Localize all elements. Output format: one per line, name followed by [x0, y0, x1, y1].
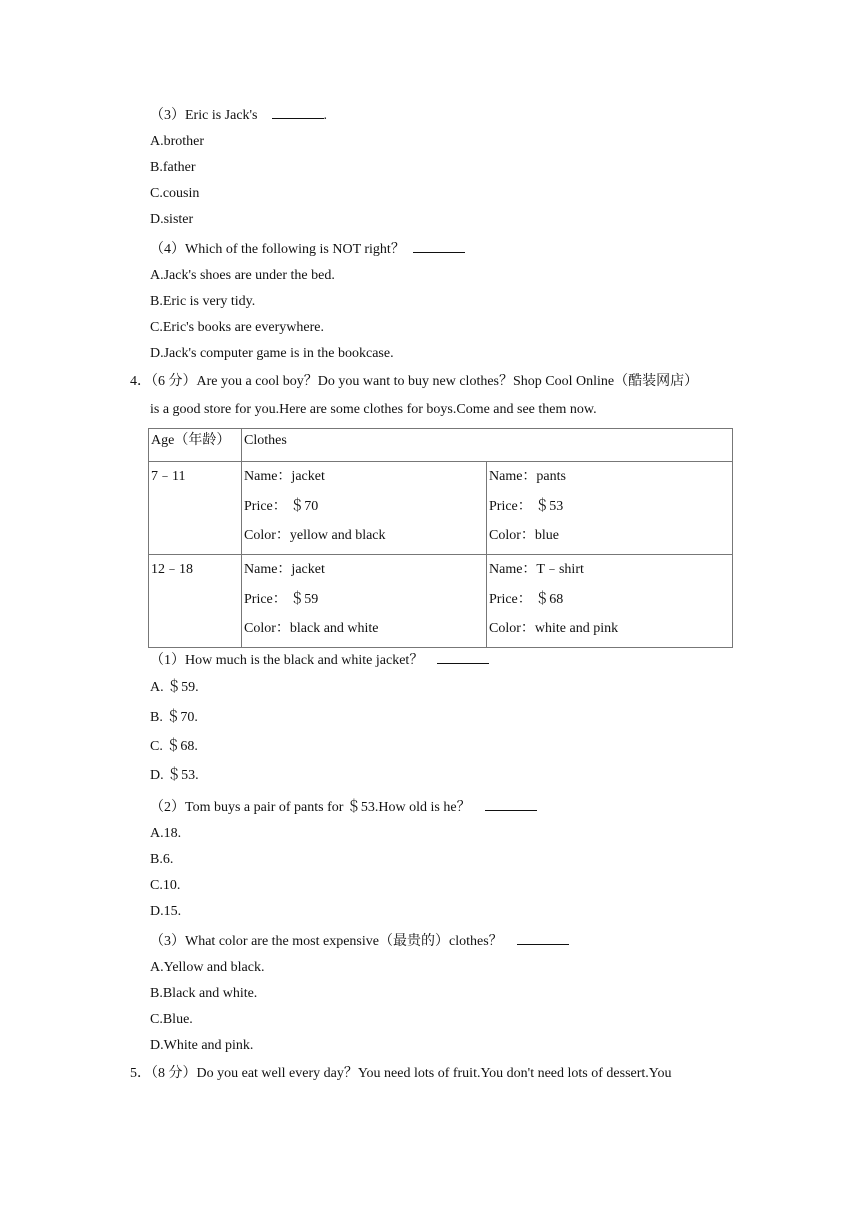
q4-2-stem: （2）Tom buys a pair of pants for ＄53.How old is he？ [150, 796, 537, 818]
table-row [149, 555, 733, 648]
q3-4-stem: （4）Which of the following is NOT right？ [150, 238, 465, 260]
answer-blank[interactable] [272, 104, 324, 119]
item-cell: Name：jacket Price： ＄70 Color：yellow and black [242, 462, 487, 555]
q4-3-option-a: A.Yellow and black. [150, 960, 265, 975]
q4-1-option-d: D. ＄53. [150, 768, 199, 783]
item-cell: Name：jacket Price： ＄59 Color：black and white [242, 555, 487, 648]
q3-3-stem: （3）Eric is Jack's . [150, 104, 327, 126]
q4-3-option-d: D.White and pink. [150, 1038, 254, 1053]
clothes-table [148, 428, 733, 648]
item-cell: Name：T﹣shirt Price： ＄68 Color：white and pink [487, 555, 733, 648]
answer-blank[interactable] [485, 796, 537, 811]
table-header-row [149, 429, 733, 462]
q5-intro-line1: 5．（8 分）Do you eat well every day？You need lots of fruit.You don't need lots of dessert.You [130, 1066, 672, 1081]
q4-intro-line2: is a good store for you.Here are some clothes for boys.Come and see them now. [150, 402, 597, 417]
q3-4-option-c: C.Eric's books are everywhere. [150, 320, 324, 335]
q3-3-option-b: B.father [150, 160, 196, 175]
q4-3-option-c: C.Blue. [150, 1012, 193, 1027]
q3-4-option-d: D.Jack's computer game is in the bookcase. [150, 346, 394, 361]
q4-1-option-c: C. ＄68. [150, 739, 198, 754]
q3-4-option-a: A.Jack's shoes are under the bed. [150, 268, 335, 283]
q4-1-option-b: B. ＄70. [150, 710, 198, 725]
answer-blank[interactable] [517, 930, 569, 945]
header-age: Age（年龄） [149, 429, 242, 462]
q4-2-option-d: D.15. [150, 904, 182, 919]
q4-intro-line1: 4．（6 分）Are you a cool boy？Do you want to buy new clothes？Shop Cool Online（酷装网店） [130, 374, 699, 389]
answer-blank[interactable] [413, 238, 465, 253]
age-cell: 12﹣18 [149, 555, 242, 648]
q4-1-stem: （1）How much is the black and white jacket？ [150, 649, 489, 671]
q4-1-option-a: A. ＄59. [150, 680, 199, 695]
q4-3-stem: （3）What color are the most expensive（最贵的）clothes？ [150, 930, 569, 952]
q3-3-option-d: D.sister [150, 212, 194, 227]
answer-blank[interactable] [437, 649, 489, 664]
q4-2-option-a: A.18. [150, 826, 182, 841]
table-row [149, 462, 733, 555]
q4-2-option-b: B.6. [150, 852, 174, 867]
header-clothes: Clothes [242, 429, 733, 462]
q3-3-option-c: C.cousin [150, 186, 200, 201]
q4-2-option-c: C.10. [150, 878, 181, 893]
item-cell: Name：pants Price： ＄53 Color：blue [487, 462, 733, 555]
q3-4-option-b: B.Eric is very tidy. [150, 294, 256, 309]
age-cell: 7﹣11 [149, 462, 242, 555]
q3-3-option-a: A.brother [150, 134, 205, 149]
q4-3-option-b: B.Black and white. [150, 986, 258, 1001]
